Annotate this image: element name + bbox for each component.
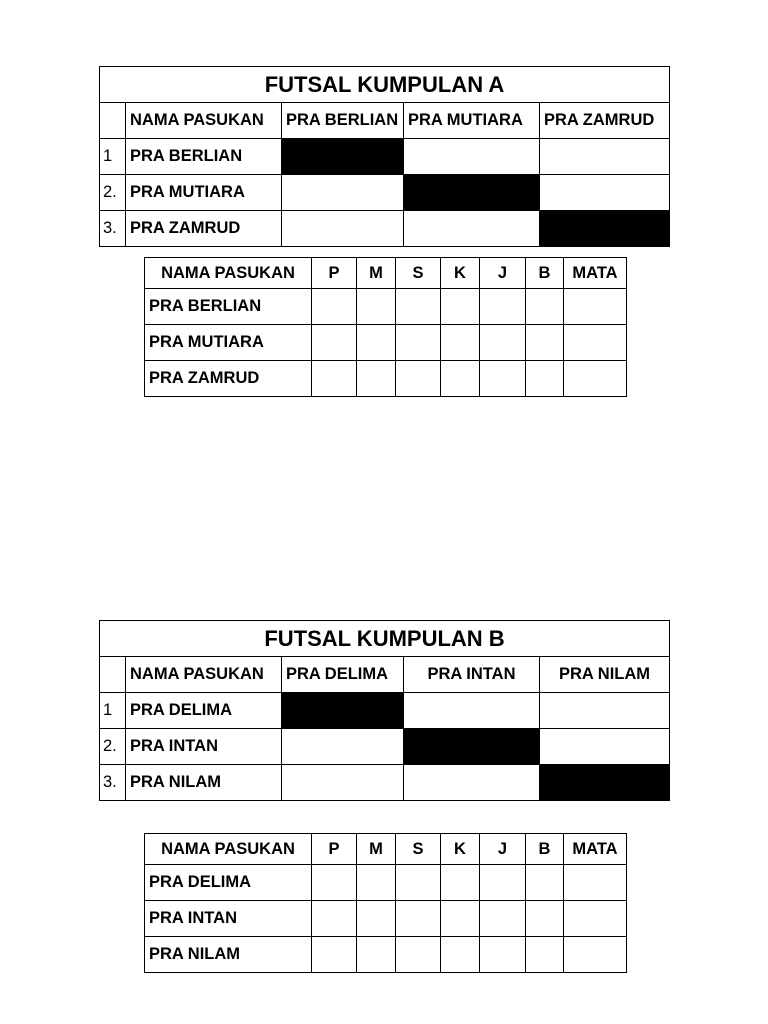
group-b-col-2: PRA INTAN bbox=[404, 657, 540, 693]
group-a-header-team: NAMA PASUKAN bbox=[126, 103, 282, 139]
header-s: S bbox=[396, 834, 441, 865]
team-name: PRA BERLIAN bbox=[145, 289, 312, 325]
header-j: J bbox=[480, 834, 526, 865]
table-row bbox=[100, 175, 670, 211]
result-cell[interactable] bbox=[404, 765, 540, 801]
result-cell[interactable] bbox=[282, 211, 404, 247]
stat-cell[interactable] bbox=[312, 325, 357, 361]
header-team: NAMA PASUKAN bbox=[145, 834, 312, 865]
team-name: PRA MUTIARA bbox=[126, 175, 282, 211]
header-k: K bbox=[441, 834, 480, 865]
table-row bbox=[100, 693, 670, 729]
group-a-title: FUTSAL KUMPULAN A bbox=[100, 67, 670, 103]
table-row bbox=[100, 729, 670, 765]
stat-cell[interactable] bbox=[396, 901, 441, 937]
result-cell[interactable] bbox=[404, 139, 540, 175]
standings-b-table bbox=[144, 833, 627, 973]
row-number: 1 bbox=[100, 693, 126, 729]
stat-cell[interactable] bbox=[526, 901, 564, 937]
stat-cell[interactable] bbox=[396, 865, 441, 901]
table-row bbox=[145, 901, 627, 937]
stat-cell[interactable] bbox=[526, 361, 564, 397]
header-m: M bbox=[357, 258, 396, 289]
header-m: M bbox=[357, 834, 396, 865]
stat-cell[interactable] bbox=[526, 865, 564, 901]
stat-cell[interactable] bbox=[357, 865, 396, 901]
header-b: B bbox=[526, 834, 564, 865]
blocked-cell bbox=[282, 693, 404, 729]
stat-cell[interactable] bbox=[312, 901, 357, 937]
table-row bbox=[145, 937, 627, 973]
header-s: S bbox=[396, 258, 441, 289]
row-number: 3. bbox=[100, 765, 126, 801]
table-row bbox=[145, 325, 627, 361]
result-cell[interactable] bbox=[540, 729, 670, 765]
stat-cell[interactable] bbox=[312, 865, 357, 901]
stat-cell[interactable] bbox=[357, 289, 396, 325]
table-row bbox=[145, 361, 627, 397]
group-a-col-2: PRA MUTIARA bbox=[404, 103, 540, 139]
blocked-cell bbox=[282, 139, 404, 175]
group-b-corner-cell bbox=[100, 657, 126, 693]
team-name: PRA INTAN bbox=[126, 729, 282, 765]
header-mata: MATA bbox=[564, 258, 627, 289]
table-row bbox=[100, 139, 670, 175]
stat-cell[interactable] bbox=[564, 325, 627, 361]
stat-cell[interactable] bbox=[312, 289, 357, 325]
table-row bbox=[100, 765, 670, 801]
stat-cell[interactable] bbox=[526, 289, 564, 325]
stat-cell[interactable] bbox=[526, 325, 564, 361]
team-name: PRA ZAMRUD bbox=[126, 211, 282, 247]
team-name: PRA NILAM bbox=[145, 937, 312, 973]
team-name: PRA BERLIAN bbox=[126, 139, 282, 175]
header-mata: MATA bbox=[564, 834, 627, 865]
stat-cell[interactable] bbox=[357, 325, 396, 361]
result-cell[interactable] bbox=[540, 139, 670, 175]
result-cell[interactable] bbox=[282, 729, 404, 765]
table-row bbox=[145, 289, 627, 325]
group-b-title: FUTSAL KUMPULAN B bbox=[100, 621, 670, 657]
stat-cell[interactable] bbox=[564, 865, 627, 901]
stat-cell[interactable] bbox=[564, 361, 627, 397]
stat-cell[interactable] bbox=[396, 937, 441, 973]
stat-cell[interactable] bbox=[480, 865, 526, 901]
stat-cell[interactable] bbox=[357, 361, 396, 397]
result-cell[interactable] bbox=[282, 175, 404, 211]
group-a-col-1: PRA BERLIAN bbox=[282, 103, 404, 139]
stat-cell[interactable] bbox=[480, 361, 526, 397]
team-name: PRA ZAMRUD bbox=[145, 361, 312, 397]
row-number: 1 bbox=[100, 139, 126, 175]
row-number: 2. bbox=[100, 175, 126, 211]
stat-cell[interactable] bbox=[357, 901, 396, 937]
group-a-corner-cell bbox=[100, 103, 126, 139]
stat-cell[interactable] bbox=[441, 901, 480, 937]
result-cell[interactable] bbox=[404, 211, 540, 247]
header-k: K bbox=[441, 258, 480, 289]
stat-cell[interactable] bbox=[441, 865, 480, 901]
stat-cell[interactable] bbox=[441, 937, 480, 973]
team-name: PRA INTAN bbox=[145, 901, 312, 937]
table-row bbox=[145, 865, 627, 901]
result-cell[interactable] bbox=[404, 693, 540, 729]
stat-cell[interactable] bbox=[396, 361, 441, 397]
blocked-cell bbox=[540, 765, 670, 801]
stat-cell[interactable] bbox=[480, 937, 526, 973]
team-name: PRA MUTIARA bbox=[145, 325, 312, 361]
header-b: B bbox=[526, 258, 564, 289]
stat-cell[interactable] bbox=[480, 325, 526, 361]
group-a-col-3: PRA ZAMRUD bbox=[540, 103, 670, 139]
blocked-cell bbox=[404, 175, 540, 211]
group-b-col-3: PRA NILAM bbox=[540, 657, 670, 693]
stat-cell[interactable] bbox=[396, 289, 441, 325]
team-name: PRA DELIMA bbox=[145, 865, 312, 901]
group-a-table bbox=[99, 66, 670, 247]
stat-cell[interactable] bbox=[441, 325, 480, 361]
stat-cell[interactable] bbox=[441, 361, 480, 397]
group-b-col-1: PRA DELIMA bbox=[282, 657, 404, 693]
stat-cell[interactable] bbox=[564, 901, 627, 937]
result-cell[interactable] bbox=[282, 765, 404, 801]
row-number: 2. bbox=[100, 729, 126, 765]
stat-cell[interactable] bbox=[564, 289, 627, 325]
blocked-cell bbox=[404, 729, 540, 765]
stat-cell[interactable] bbox=[396, 325, 441, 361]
group-b-table bbox=[99, 620, 670, 801]
team-name: PRA NILAM bbox=[126, 765, 282, 801]
stat-cell[interactable] bbox=[312, 361, 357, 397]
standings-a-table bbox=[144, 257, 627, 397]
stat-cell[interactable] bbox=[564, 937, 627, 973]
header-j: J bbox=[480, 258, 526, 289]
stat-cell[interactable] bbox=[526, 937, 564, 973]
team-name: PRA DELIMA bbox=[126, 693, 282, 729]
result-cell[interactable] bbox=[540, 175, 670, 211]
table-row bbox=[100, 211, 670, 247]
group-b-header-team: NAMA PASUKAN bbox=[126, 657, 282, 693]
stat-cell[interactable] bbox=[480, 901, 526, 937]
header-team: NAMA PASUKAN bbox=[145, 258, 312, 289]
stat-cell[interactable] bbox=[312, 937, 357, 973]
result-cell[interactable] bbox=[540, 693, 670, 729]
blocked-cell bbox=[540, 211, 670, 247]
stat-cell[interactable] bbox=[480, 289, 526, 325]
header-p: P bbox=[312, 834, 357, 865]
stat-cell[interactable] bbox=[441, 289, 480, 325]
row-number: 3. bbox=[100, 211, 126, 247]
header-p: P bbox=[312, 258, 357, 289]
stat-cell[interactable] bbox=[357, 937, 396, 973]
